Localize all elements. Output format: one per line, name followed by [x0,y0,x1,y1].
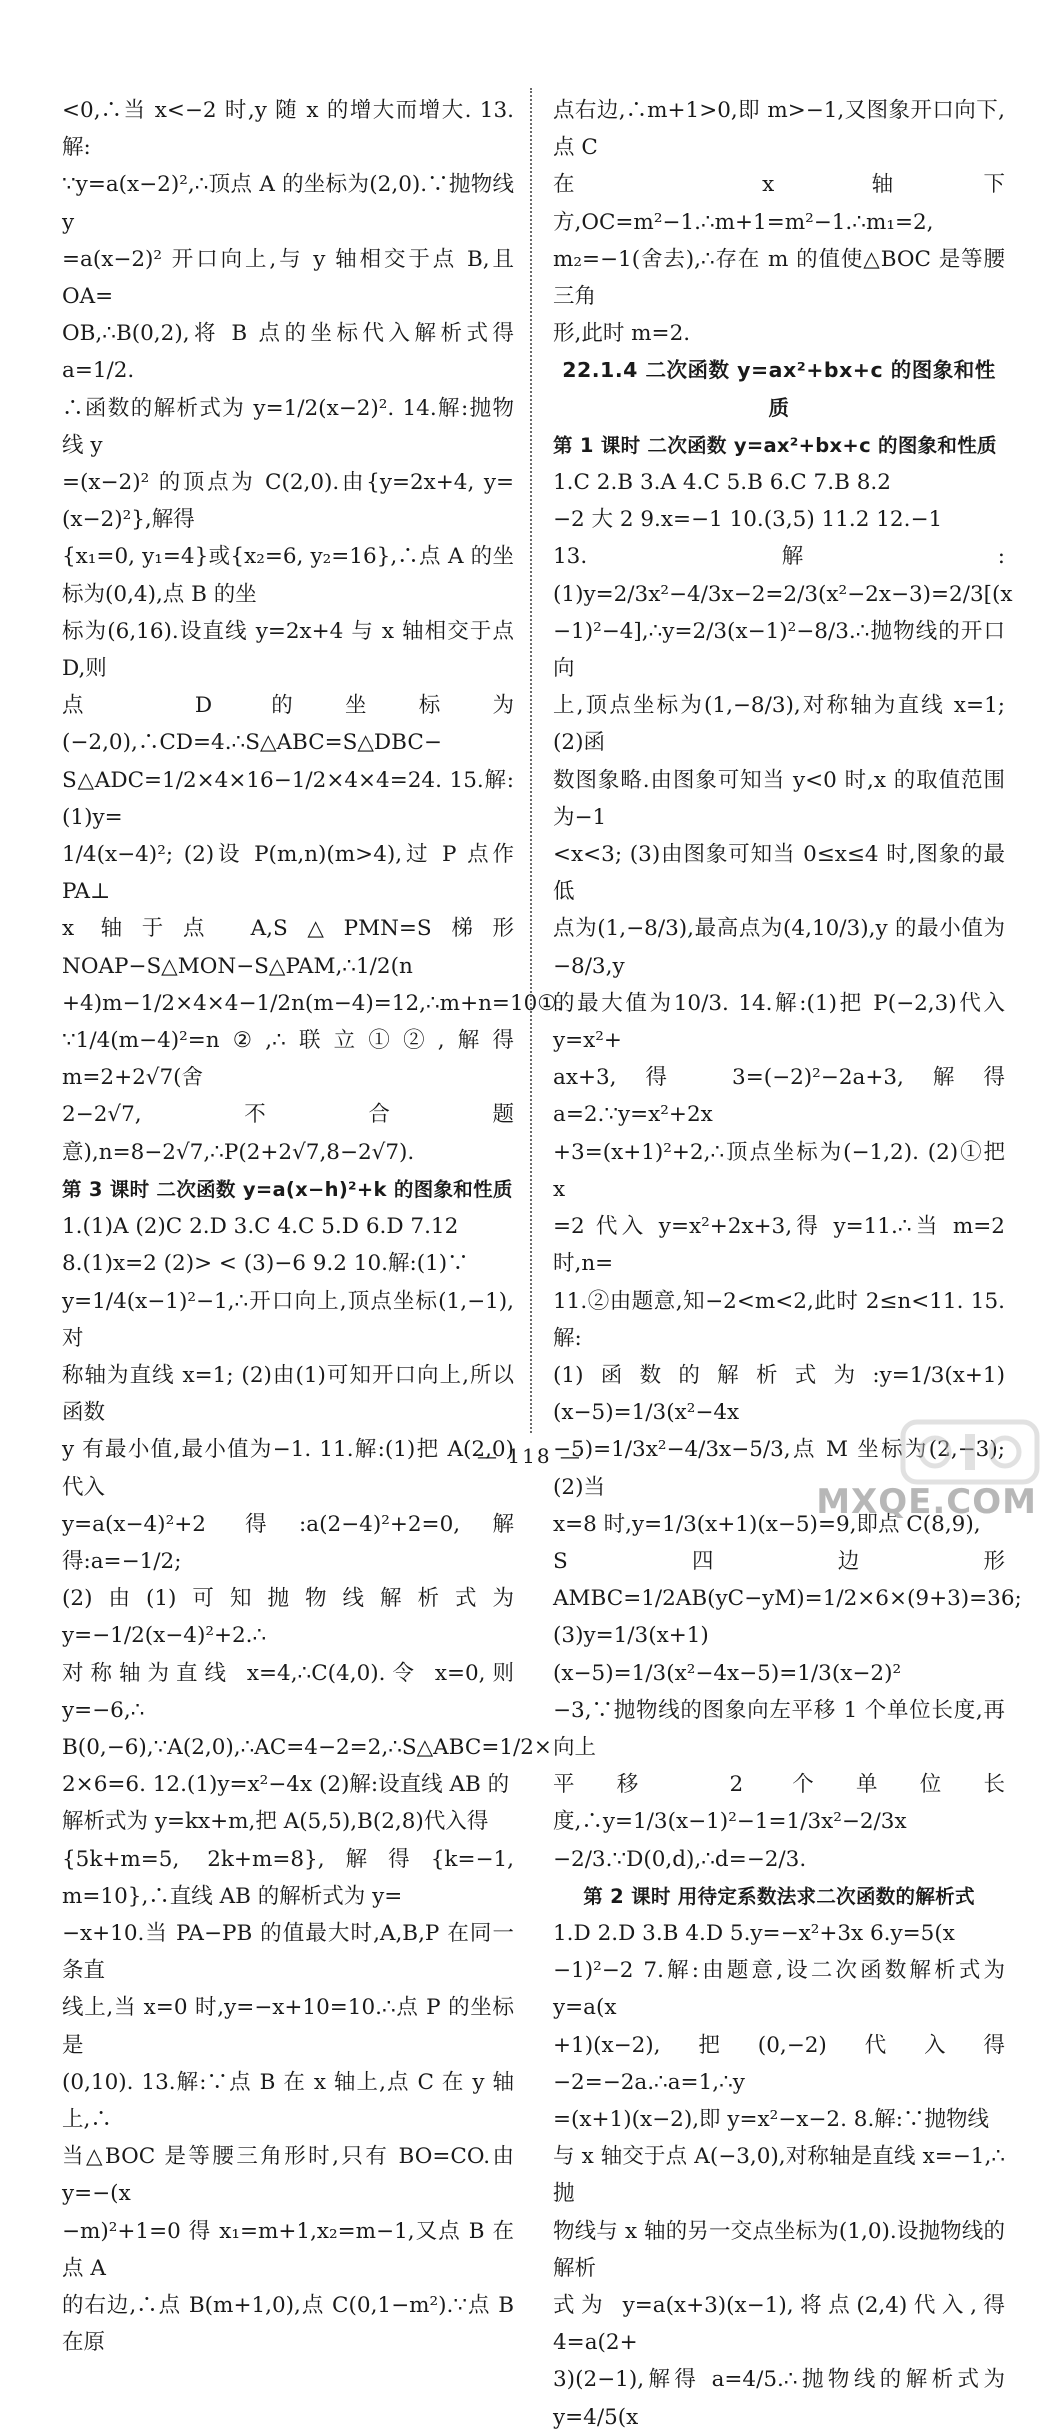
left-line: B(0,−6),∵A(2,0),∴AC=4−2=2,∴S△ABC=1/2× [62,1734,552,1760]
left-line: ∵y=a(x−2)²,∴顶点 A 的坐标为(2,0).∵抛物线 y [62,172,514,235]
left-line: 8.(1)x=2 (2)> < (3)−6 9.2 10.解:(1)∵ [62,1251,469,1277]
left-line: =a(x−2)² 开口向上,与 y 轴相交于点 B,且 OA= [62,246,514,310]
lesson-1-title: 第 1 课时 二次函数 y=ax²+bx+c 的图象和性质 [553,433,997,457]
section-title: 22.1.4 二次函数 y=ax²+bx+c 的图象和性质 [562,358,996,420]
right-line: −1)²−2 7.解:由题意,设二次函数解析式为 y=a(x [553,1958,1005,2021]
left-line: =(x−2)² 的顶点为 C(2,0).由{y=2x+4, y=(x−2)²},解得 [62,470,514,533]
left-line: −m)²+1=0 得 x₁=m+1,x₂=m−1,又点 B 在点 A [62,2218,514,2281]
right-line: 物线与 x 轴的另一交点坐标为(1,0).设抛物线的解析 [553,2218,1005,2281]
left-line: 2×6=6. 12.(1)y=x²−4x (2)解:设直线 AB 的 [62,1772,510,1798]
left-line: 点 D 的坐标为(−2,0),∴CD=4.∴S△ABC=S△DBC− [62,693,514,756]
watermark-text: MXQE.COM [816,1482,1037,1522]
right-line: 13.解:(1)y=2/3x²−4/3x−2=2/3(x²−2x−3)=2/3[(x [553,544,1013,607]
right-line: (1)函数的解析式为:y=1/3(x+1)(x−5)=1/3(x²−4x [553,1362,1005,1426]
right-line: =(x+1)(x−2),即 y=x²−x−2. 8.解:∵抛物线 [553,2106,990,2132]
left-line: {5k+m=5, 2k+m=8},解得{k=−1, m=10},∴直线 AB 的解析式为 y= [62,1846,514,1909]
right-line: +1)(x−2),把(0,−2)代入得−2=−2a.∴a=1,∴y [553,2032,1005,2095]
right-text-block [553,92,1005,352]
right-line: 数图象略.由图象可知当 y<0 时,x 的取值范围为−1 [553,767,1005,830]
left-line: {x₁=0, y₁=4}或{x₂=6, y₂=16},∴点 A 的坐标为(0,4),点 B 的坐 [62,544,514,607]
left-line: +4)m−1/2×4×4−1/2n(m−4)=12,∴m+n=10①. [62,990,564,1016]
right-line: 1.D 2.D 3.B 4.D 5.y=−x²+3x 6.y=5(x [553,1920,955,1946]
left-line: (2)由(1)可知抛物线解析式为 y=−1/2(x−4)²+2.∴ [62,1586,514,1649]
left-line: 当△BOC 是等腰三角形时,只有 BO=CO.由 y=−(x [62,2144,514,2207]
right-line: +3=(x+1)²+2,∴顶点坐标为(−1,2). (2)①把 x [553,1139,1005,1202]
left-line: <0,∴当 x<−2 时,y 随 x 的增大而增大. 13.解: [62,98,514,161]
right-line: (3)y=1/3(x+1)(x−5)=1/3(x²−4x−5)=1/3(x−2)² [553,1623,902,1686]
left-line: 称轴为直线 x=1; (2)由(1)可知开口向上,所以函数 [62,1362,514,1426]
right-text-block-3 [553,1915,1005,2436]
left-line: S△ADC=1/2×4×16−1/2×4×4=24. 15.解:(1)y= [62,767,514,830]
left-line: ∵1/4(m−4)²=n②,∴联立①②,解得 m=2+2√7(舍 [62,1028,514,1091]
right-line: m₂=−1(舍去),∴存在 m 的值使△BOC 是等腰三角 [553,246,1005,310]
right-line: 点为(1,−8/3),最高点为(4,10/3),y 的最小值为−8/3,y [553,916,1005,979]
left-line: ∴函数的解析式为 y=1/2(x−2)². 14.解:抛物线 y [62,395,514,458]
right-line: −5)=1/3x²−4/3x−5/3,点 M 坐标为(2,−3); (2)当 [553,1437,1005,1500]
right-line: −1)²−4],∴y=2/3(x−1)²−8/3.∴抛物线的开口向 [553,618,1005,682]
lesson-2-title: 第 2 课时 用待定系数法求二次函数的解析式 [583,1884,975,1908]
left-text-block [62,92,564,1171]
right-line: 11.②由题意,知−2<m<2,此时 2≤n<11. 15.解: [553,1288,1005,1351]
right-column [553,92,1022,2436]
right-line: x=8 时,y=1/3(x+1)(x−5)=9,即点 C(8,9), [553,1511,981,1537]
right-line: =2 代入 y=x²+2x+3,得 y=11.∴当 m=2 时,n= [553,1214,1005,1277]
right-line: −2 大 2 9.x=−1 10.(3,5) 11.2 12.−1 [553,507,943,533]
left-line: 2−2√7,不合题意),n=8−2√7,∴P(2+2√7,8−2√7). [62,1102,514,1165]
left-line: 1.(1)A (2)C 2.D 3.C 4.C 5.D 6.D 7.12 [62,1214,459,1240]
left-line: 1/4(x−4)²; (2)设 P(m,n)(m>4),过 P 点作 PA⊥ [62,842,514,905]
right-line: 3)(2−1),解得 a=4/5.∴抛物线的解析式为 y=4/5(x [553,2367,1005,2430]
column-divider [530,88,532,1433]
right-line: 与 x 轴交于点 A(−3,0),对称轴是直线 x=−1,∴抛 [553,2144,1005,2207]
right-line: ax+3,得 3=(−2)²−2a+3,解得 a=2.∵y=x²+2x [553,1065,1005,1128]
right-line: 点右边,∴m+1>0,即 m>−1,又图象开口向下,点 C [553,98,1005,161]
right-line: 形,此时 m=2. [553,321,691,347]
right-line: 在 x 轴下方,OC=m²−1.∴m+1=m²−1.∴m₁=2, [553,172,1005,235]
right-line: S四边形AMBC=1/2AB(yC−yM)=1/2×6×(9+3)=36; [553,1548,1022,1612]
right-text-block-2 [553,464,1022,1878]
right-line: 式为 y=a(x+3)(x−1),将点(2,4)代入,得 4=a(2+ [553,2292,1005,2356]
left-line: y=1/4(x−1)²−1,∴开口向上,顶点坐标(1,−1),对 [62,1288,514,1351]
right-line: 上,顶点坐标为(1,−8/3),对称轴为直线 x=1; (2)函 [553,693,1005,756]
left-line: 解析式为 y=kx+m,把 A(5,5),B(2,8)代入得 [62,1809,489,1835]
left-line: (0,10). 13.解:∵点 B 在 x 轴上,点 C 在 y 轴上,∴ [62,2069,514,2132]
left-line: y 有最小值,最小值为−1. 11.解:(1)把 A(2,0)代入 [62,1437,514,1500]
page-number: — 118 — [477,1444,582,1468]
left-line: 标为(6,16).设直线 y=2x+4 与 x 轴相交于点 D,则 [62,618,514,682]
left-line: OB,∴B(0,2),将 B 点的坐标代入解析式得 a=1/2. [62,321,514,384]
right-line: <x<3; (3)由图象可知当 0≤x≤4 时,图象的最低 [553,842,1005,905]
right-line: −2/3.∵D(0,d),∴d=−2/3. [553,1846,807,1872]
left-line: 对称轴为直线 x=4,∴C(4,0).令 x=0,则 y=−6,∴ [62,1660,514,1723]
right-line: 平移 2 个单位长度,∴y=1/3(x−1)²−1=1/3x²−2/3x [553,1772,1005,1835]
left-line: y=a(x−4)²+2 得:a(2−4)²+2=0,解得:a=−1/2; [62,1511,514,1574]
lesson-3-title: 第 3 课时 二次函数 y=a(x−h)²+k 的图象和性质 [62,1177,513,1201]
left-line: 线上,当 x=0 时,y=−x+10=10.∴点 P 的坐标是 [62,1995,514,2058]
right-line: 的最大值为10/3. 14.解:(1)把 P(−2,3)代入 y=x²+ [553,990,1005,1054]
left-line: x 轴于点 A,S△PMN=S梯形NOAP−S△MON−S△PAM,∴1/2(n [62,916,514,979]
right-line: −3,∵抛物线的图象向左平移 1 个单位长度,再向上 [553,1697,1005,1760]
left-line: 的右边,∴点 B(m+1,0),点 C(0,1−m²).∵点 B 在原 [62,2292,514,2356]
left-line: −x+10.当 PA−PB 的值最大时,A,B,P 在同一条直 [62,1920,514,1984]
right-line: 1.C 2.B 3.A 4.C 5.B 6.C 7.B 8.2 [553,470,891,496]
